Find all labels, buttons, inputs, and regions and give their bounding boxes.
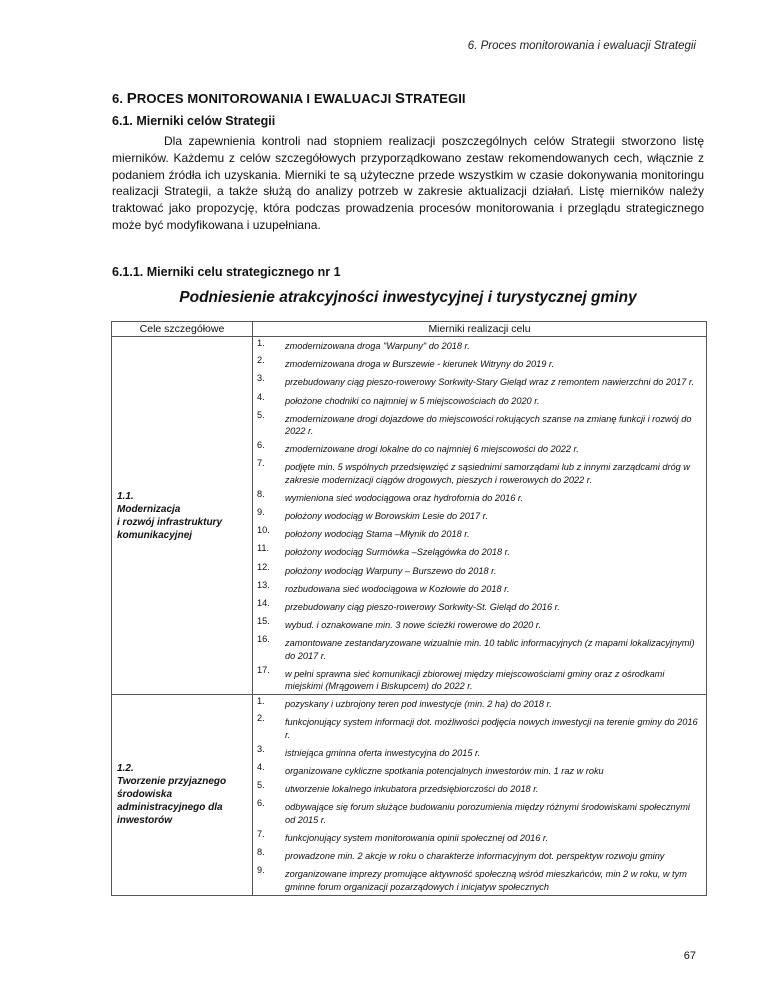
list-item bbox=[253, 524, 706, 542]
table-row bbox=[112, 695, 707, 895]
measure-number: 1. bbox=[257, 338, 265, 348]
subsection-heading: 6.1.1. Mierniki celu strategicznego nr 1 bbox=[112, 265, 341, 279]
measure-number: 6. bbox=[257, 440, 265, 451]
intro-paragraph: Dla zapewnienia kontroli nad stopniem realizacji poszczególnych celów Strategii stworzono listę mierników. Każdemu z celów szczegółowych przyporządkowano zestaw rekomendowanych cech, włącznie z podaniem źródła ich uzyskania. Mierniki te są użyteczne przede wszystkim w czasie dokonywania monitoringu realizacji Strategii, a także służą do analizy potrzeb w zakresie aktualizacji działań. Listę mierników należy traktować jako propozycję, która podczas prowadzenia procesów monitorowania i przeglądu strategicznego może być modyfikowana i uzupełniana. bbox=[112, 134, 704, 232]
measure-text: funkcjonujący system monitorowania opinii społecznej od 2016 r. bbox=[285, 832, 549, 843]
measure-number: 11. bbox=[257, 543, 270, 554]
measures-cell bbox=[253, 337, 707, 695]
measure-text: zamontowane zestandaryzowane wizualnie min. 10 tablic informacyjnych (z mapami lokalizacyjnymi) do 2017 r. bbox=[285, 638, 695, 661]
list-item bbox=[253, 372, 706, 390]
measure-number: 5. bbox=[257, 780, 265, 791]
table-header-row bbox=[112, 322, 707, 337]
measure-number: 4. bbox=[257, 762, 265, 773]
goal-label-line: komunikacyjnej bbox=[117, 529, 193, 541]
list-item bbox=[253, 337, 706, 354]
list-item bbox=[253, 743, 706, 761]
list-item bbox=[253, 761, 706, 779]
measure-text: położone chodniki co najmniej w 5 miejscowościach do 2020 r. bbox=[285, 395, 540, 406]
goal-cell bbox=[112, 337, 253, 695]
goal-label-line: inwestorów bbox=[117, 815, 173, 827]
measure-number: 16. bbox=[257, 634, 270, 645]
measure-number: 8. bbox=[257, 488, 265, 499]
goal-number: 1.2. bbox=[117, 763, 134, 775]
measure-number: 12. bbox=[257, 561, 270, 572]
list-item bbox=[253, 457, 706, 487]
measure-text: istniejąca gminna oferta inwestycyjna do 2015 r. bbox=[285, 747, 481, 758]
list-item bbox=[253, 409, 706, 439]
measure-text: położony wodociąg Warpuny – Burszewo do 2018 r. bbox=[285, 565, 497, 576]
chapter-heading bbox=[112, 90, 466, 107]
measure-text: zmodernizowana droga "Warpuny" do 2018 r. bbox=[285, 341, 470, 351]
measure-number: 7. bbox=[257, 458, 265, 469]
measure-text: pozyskany i uzbrojony teren pod inwestycje (min. 2 ha) do 2018 r. bbox=[285, 699, 552, 710]
measure-number: 2. bbox=[257, 713, 265, 724]
strategic-goal-title: Podniesienie atrakcyjności inwestycyjnej i turystycznej gminy bbox=[179, 289, 637, 306]
measure-number: 8. bbox=[257, 847, 265, 858]
measure-text: utworzenie lokalnego inkubatora przedsiębiorczości do 2018 r. bbox=[285, 784, 539, 795]
list-item bbox=[253, 542, 706, 560]
table-body bbox=[112, 337, 707, 896]
measure-text: funkcjonujący system informacji dot. możliwości podjęcia nowych inwestycji na terenie gminy do 2016 r. bbox=[285, 717, 698, 740]
measure-text: zmodernizowana droga w Burszewie - kierunek Witryny do 2019 r. bbox=[285, 359, 555, 370]
measure-number: 13. bbox=[257, 579, 270, 590]
list-item bbox=[253, 779, 706, 797]
measure-number: 1. bbox=[257, 696, 265, 707]
section-heading: 6.1. Mierniki celów Strategii bbox=[112, 114, 276, 128]
list-item bbox=[253, 864, 706, 894]
measures-list bbox=[253, 337, 706, 694]
measure-text: odbywające się forum służące budowaniu porozumienia między różnymi środowiskami społecznymi od 2015 r. bbox=[285, 802, 690, 825]
measure-number: 17. bbox=[257, 664, 270, 675]
list-item bbox=[253, 597, 706, 615]
measure-text: rozbudowana sieć wodociągowa w Kozłowie do 2018 r. bbox=[285, 583, 510, 594]
measure-text: przebudowany ciąg pieszo-rowerowy Sorkwity-St. Gieląd do 2016 r. bbox=[285, 602, 560, 613]
chapter-title-cap-2: S bbox=[395, 90, 406, 107]
goal-label-line: Tworzenie przyjaznego bbox=[117, 776, 227, 788]
goal-cell bbox=[112, 695, 253, 895]
measure-number: 15. bbox=[257, 616, 270, 627]
chapter-number: 6. bbox=[112, 91, 124, 106]
column-header-goals: Cele szczegółowe bbox=[112, 322, 253, 337]
measures-table bbox=[111, 321, 707, 896]
measure-text: prowadzone min. 2 akcje w roku o charakterze informacyjnym dot. perspektyw rozwoju gminy bbox=[285, 851, 665, 862]
measure-number: 10. bbox=[257, 525, 270, 536]
list-item bbox=[253, 354, 706, 372]
goal-label-line: środowiska bbox=[117, 789, 173, 801]
measure-number: 4. bbox=[257, 391, 265, 402]
measure-text: położony wodociąg w Borowskim Lesie do 2017 r. bbox=[285, 511, 488, 522]
goal-label-line: Modernizacja bbox=[117, 503, 181, 515]
list-item bbox=[253, 615, 706, 633]
chapter-title-rest-2: TRATEGII bbox=[405, 91, 466, 106]
measure-text: wybud. i oznakowane min. 3 nowe ścieżki rowerowe do 2020 r. bbox=[285, 620, 542, 631]
list-item bbox=[253, 506, 706, 524]
goal-label-line: administracyjnego dla bbox=[117, 802, 223, 814]
measure-text: organizowane cykliczne spotkania potencjalnych inwestorów min. 1 raz w roku bbox=[285, 766, 604, 777]
list-item bbox=[253, 664, 706, 694]
measure-text: przebudowany ciąg pieszo-rowerowy Sorkwity-Stary Gieląd wraz z remontem nawierzchni do 2017 r. bbox=[285, 377, 695, 388]
goal-label-line: i rozwój infrastruktury bbox=[117, 516, 223, 528]
table-row bbox=[112, 337, 707, 695]
column-header-measures: Mierniki realizacji celu bbox=[253, 322, 707, 337]
list-item bbox=[253, 488, 706, 506]
measure-text: wymieniona sieć wodociągowa oraz hydrofornia do 2016 r. bbox=[285, 492, 524, 503]
running-header: 6. Proces monitorowania i ewaluacji Strategii bbox=[467, 40, 696, 52]
list-item bbox=[253, 797, 706, 827]
chapter-title-cap-1: P bbox=[126, 90, 137, 107]
measure-text: położony wodociąg Surmówka –Szelągówka do 2018 r. bbox=[285, 547, 510, 558]
measure-number: 3. bbox=[257, 373, 265, 384]
chapter-title-rest-1: ROCES MONITOROWANIA I EWALUACJI bbox=[136, 91, 396, 106]
measure-number: 7. bbox=[257, 828, 265, 839]
list-item bbox=[253, 633, 706, 663]
measure-text: zmodernizowane drogi lokalne do co najmniej 6 miejscowości do 2022 r. bbox=[285, 444, 579, 455]
list-item bbox=[253, 828, 706, 846]
measure-text: położony wodociąg Stama –Młynik do 2018 r. bbox=[285, 529, 470, 540]
list-item bbox=[253, 579, 706, 597]
measures-list bbox=[253, 695, 706, 894]
measure-number: 9. bbox=[257, 507, 265, 518]
list-item bbox=[253, 695, 706, 712]
measure-text: zmodernizowane drogi dojazdowe do miejscowości rokujących szanse na zmianę funkcji i rozwój do 2022 r. bbox=[285, 413, 692, 437]
list-item bbox=[253, 439, 706, 457]
list-item bbox=[253, 391, 706, 409]
measure-number: 6. bbox=[257, 798, 265, 809]
measures-cell bbox=[253, 695, 707, 895]
list-item bbox=[253, 712, 706, 742]
measure-number: 9. bbox=[257, 865, 265, 876]
measure-number: 14. bbox=[257, 598, 270, 609]
list-item bbox=[253, 846, 706, 864]
page-number: 67 bbox=[683, 950, 696, 962]
goal-number: 1.1. bbox=[117, 490, 134, 502]
measure-text: podjęte min. 5 wspólnych przedsięwzięć z sąsiednimi samorządami lub z innymi zarządcami dróg w zakresie modernizacji ciągów drogowych, pieszych i rowerowych do 2022 r. bbox=[285, 462, 690, 485]
measure-number: 5. bbox=[257, 409, 265, 420]
measure-text: w pełni sprawna sieć komunikacji zbiorowej między miejscowościami gminy oraz z ośrodkami miejskimi (Mrągowem i Biskupcem) do 2022 r. bbox=[285, 668, 665, 692]
measure-number: 2. bbox=[257, 355, 265, 366]
measure-text: zorganizowane imprezy promujące aktywność społeczną wśród mieszkańców, min 2 w roku, w tym gminne forum organizacji pozarządowych i inicjatyw społecznych bbox=[285, 869, 687, 892]
list-item bbox=[253, 561, 706, 579]
measure-number: 3. bbox=[257, 743, 265, 754]
